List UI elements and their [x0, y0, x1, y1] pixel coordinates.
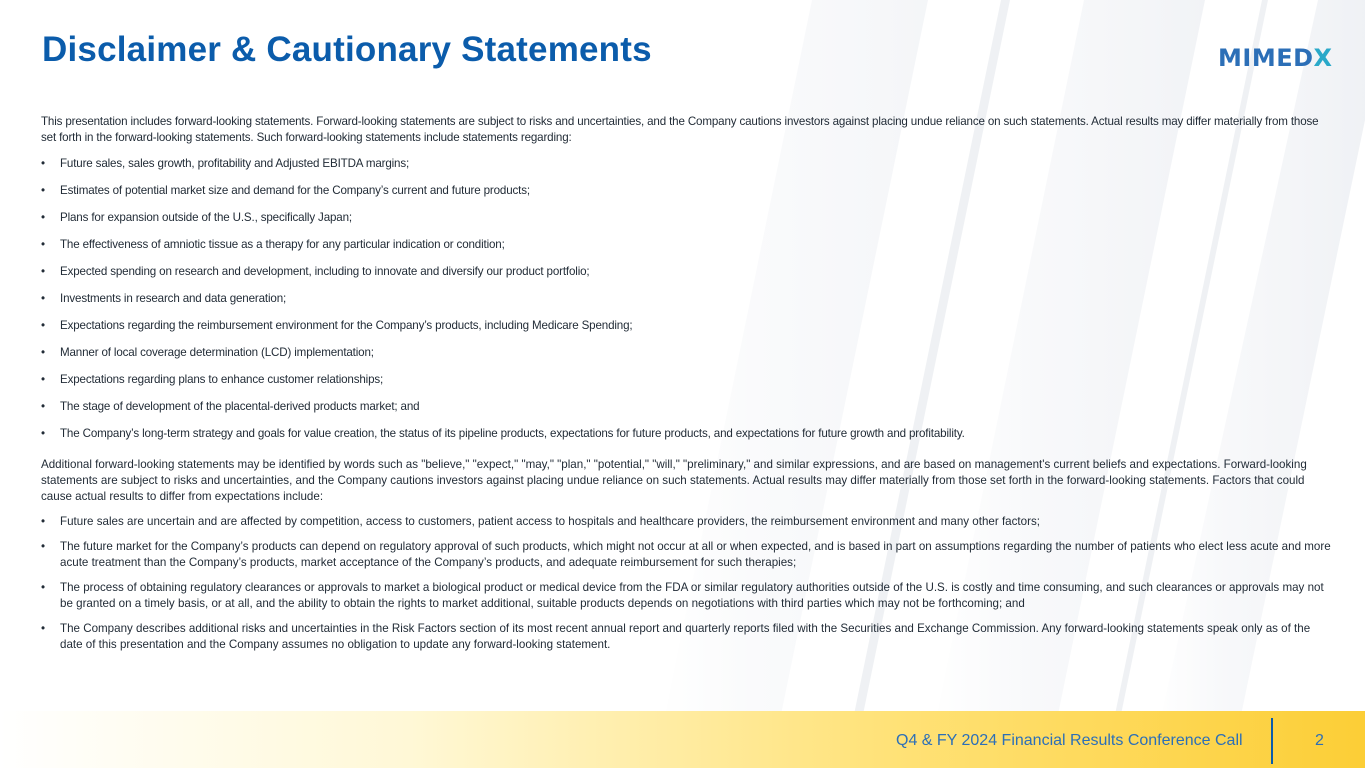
list-item-text: The effectiveness of amniotic tissue as a therapy for any particular indication or condition; — [60, 238, 505, 251]
bullet-icon: • — [41, 319, 45, 332]
company-logo — [1218, 44, 1333, 72]
list-item-text: The future market for the Company’s products can depend on regulatory approval of such products, which might not occur at all or when expected, and is based in part on assumptions regarding the number of patients who elect less acute and more acute treatment than the Company’s products, market acceptance of the Company’s products, and adequate reimbursement for such therapies; — [60, 540, 1331, 569]
intro-paragraph: This presentation includes forward-looking statements. Forward-looking statements are subject to risks and uncertainties, and the Company cautions investors against placing undue reliance on such statements. Actual results may differ materially from those set forth in the forward-looking statements. Such forward-looking statements include statements regarding: — [41, 115, 1319, 144]
additional-statements-paragraph: Additional forward-looking statements may be identified by words such as "believe," "expect," "may," "plan," "potential," "will," "preliminary," and similar expressions, and are based on management's current beliefs and expectations. Forward-looking statements are subject to risks and uncertainties, and the Company cautions investors against placing undue reliance on such statements. Actual results may differ materially from those set forth in the forward-looking statements. Factors that could cause actual results to differ from expectations include: — [41, 458, 1307, 503]
list-item — [41, 210, 1331, 237]
list-item-text: Future sales, sales growth, profitability and Adjusted EBITDA margins; — [60, 157, 410, 170]
logo-wordmark: MIMED — [1218, 44, 1314, 72]
list-item — [41, 539, 1331, 571]
list-item — [41, 345, 1331, 372]
bullet-icon: • — [41, 427, 45, 440]
list-item — [41, 318, 1331, 345]
risk-factors-list — [41, 514, 1331, 653]
list-item — [41, 621, 1331, 653]
list-item-text: Estimates of potential market size and demand for the Company’s current and future products; — [60, 184, 530, 197]
list-item-text: The Company describes additional risks and uncertainties in the Risk Factors section of its most recent annual report and quarterly reports filed with the Securities and Exchange Commission. Any forward-looking statements speak only as of the date of this presentation and the Company assumes no obligation to update any forward-looking statement. — [60, 622, 1311, 651]
bullet-icon: • — [41, 622, 46, 635]
bullet-icon: • — [41, 400, 45, 413]
list-item — [41, 372, 1331, 399]
footer-divider — [1271, 718, 1273, 764]
list-item-text: Investments in research and data generation; — [60, 292, 287, 305]
forward-looking-topics-list — [41, 156, 1331, 453]
list-item-text: The Company’s long-term strategy and goals for value creation, the status of its pipeline products, expectations for future products, and expectations for future growth and profitability. — [60, 427, 965, 440]
bullet-icon: • — [41, 211, 45, 224]
bullet-icon: • — [41, 184, 45, 197]
list-item-text: Manner of local coverage determination (LCD) implementation; — [60, 346, 374, 359]
list-item — [41, 156, 1331, 183]
list-item — [41, 399, 1331, 426]
list-item — [41, 514, 1331, 530]
list-item-text: Expected spending on research and development, including to innovate and diversify our product portfolio; — [60, 265, 590, 278]
page-title: Disclaimer & Cautionary Statements — [42, 30, 652, 69]
logo-x-mark: X — [1313, 44, 1333, 72]
list-item — [41, 183, 1331, 210]
bullet-icon: • — [41, 373, 45, 386]
bullet-icon: • — [41, 346, 45, 359]
list-item — [41, 291, 1331, 318]
bullet-icon: • — [41, 238, 45, 251]
list-item — [41, 426, 1331, 453]
bullet-icon: • — [41, 581, 46, 594]
bullet-icon: • — [41, 292, 45, 305]
list-item — [41, 237, 1331, 264]
list-item-text: Plans for expansion outside of the U.S., specifically Japan; — [60, 211, 352, 224]
list-item — [41, 580, 1331, 612]
bullet-icon: • — [41, 157, 45, 170]
bullet-icon: • — [41, 515, 46, 528]
list-item-text: The process of obtaining regulatory clearances or approvals to market a biological product or medical device from the FDA or similar regulatory authorities outside of the U.S. is costly and time consuming, and such clearances or approvals may not be granted on a timely basis, or at all, and the ability to obtain the rights to market additional, suitable products depends on negotiations with third parties which may not be forthcoming; and — [60, 581, 1324, 610]
list-item-text: Expectations regarding plans to enhance customer relationships; — [60, 373, 384, 386]
footer-event-title: Q4 & FY 2024 Financial Results Conference Call — [896, 732, 1243, 749]
list-item-text: Future sales are uncertain and are affected by competition, access to customers, patient access to hospitals and healthcare providers, the reimbursement environment and many other factors; — [60, 515, 1040, 528]
page-number: 2 — [1315, 732, 1324, 749]
list-item-text: The stage of development of the placental-derived products market; and — [60, 400, 420, 413]
list-item — [41, 264, 1331, 291]
disclaimer-body — [41, 114, 1331, 662]
bullet-icon: • — [41, 540, 46, 553]
bullet-icon: • — [41, 265, 45, 278]
list-item-text: Expectations regarding the reimbursement environment for the Company’s products, including Medicare Spending; — [60, 319, 633, 332]
